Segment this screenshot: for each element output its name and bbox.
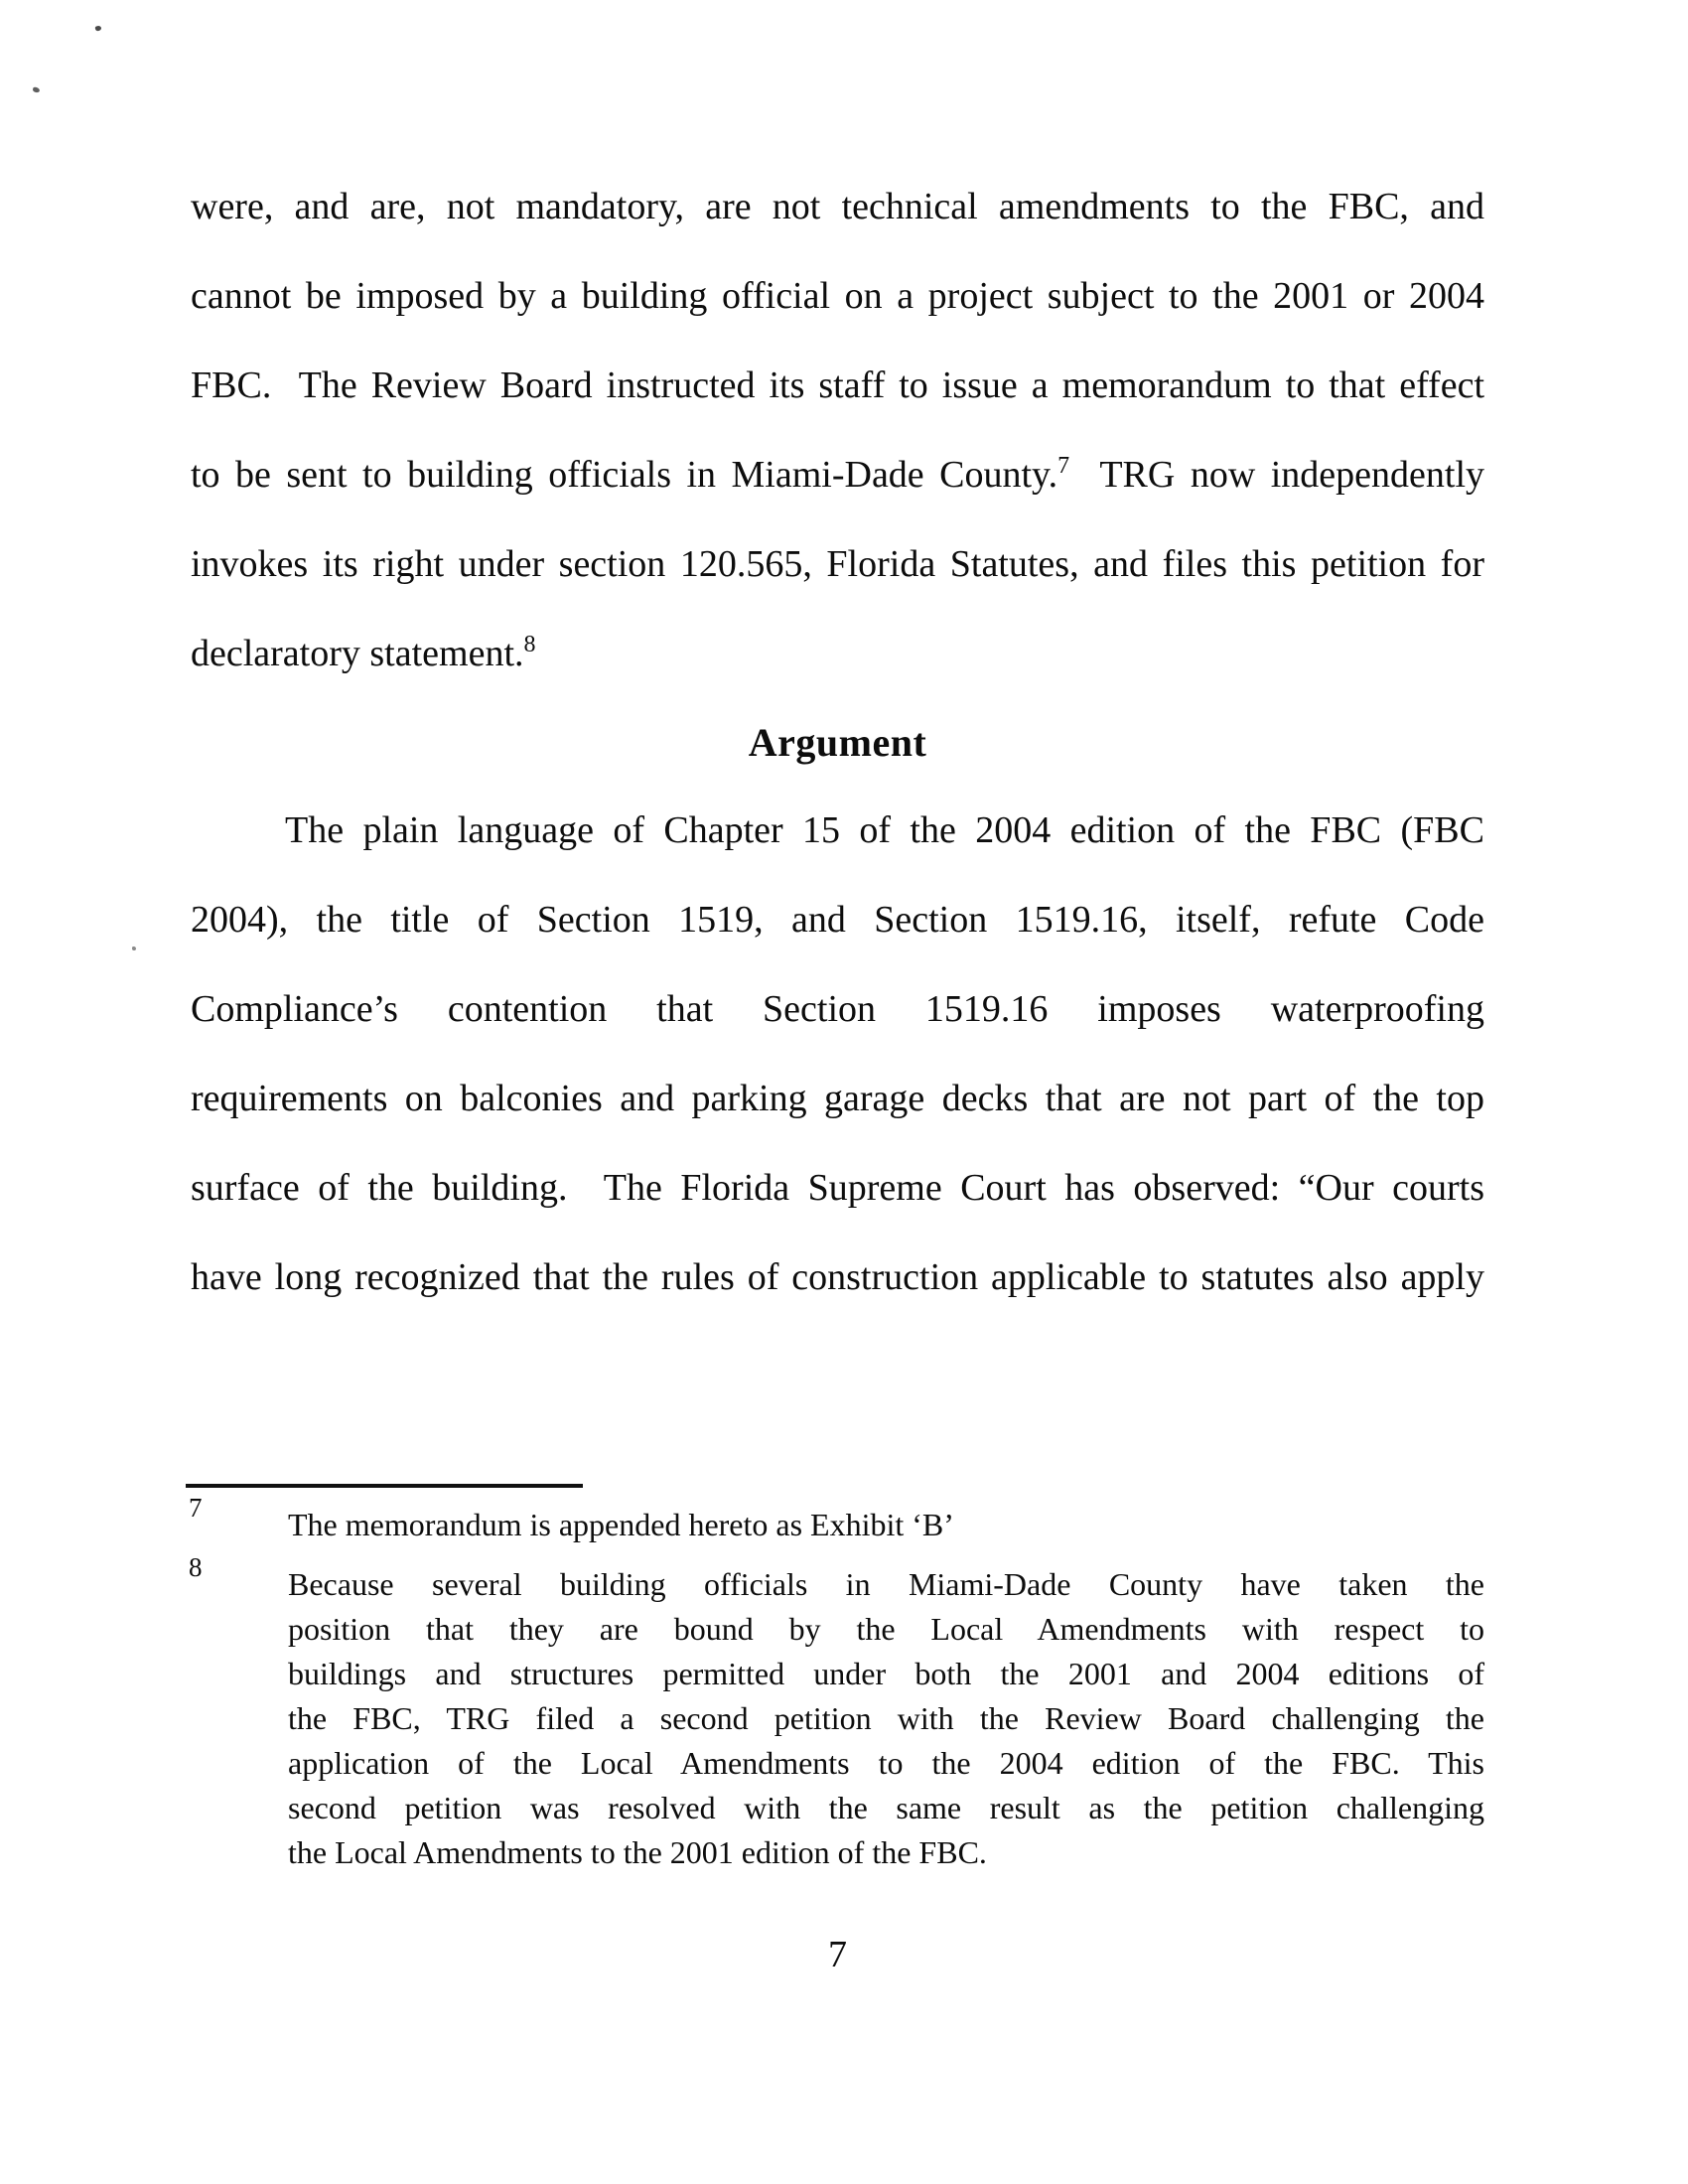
- text-line: Because several building officials in Miami-Dade County have taken the: [288, 1566, 1484, 1602]
- text-line: buildings and structures permitted under both the 2001 and 2004 editions of: [288, 1656, 1484, 1691]
- footnote-7-text: [288, 1503, 1484, 1547]
- body-text: [191, 162, 1484, 1322]
- text-line: the FBC, TRG filed a second petition with the Review Board challenging the: [288, 1700, 1484, 1736]
- text-line: invokes its right under section 120.565, Florida Statutes, and files this petition for: [191, 543, 1484, 585]
- text-line: The plain language of Chapter 15 of the 2004 edition of the FBC (FBC: [285, 809, 1484, 851]
- footnote-8: [189, 1552, 1484, 1875]
- footnote-7: [189, 1493, 1484, 1547]
- text-line: have long recognized that the rules of construction applicable to statutes also apply: [191, 1256, 1484, 1298]
- text-line: declaratory statement.$^8$: [191, 632, 536, 674]
- text-line: surface of the building. The Florida Supreme Court has observed: “Our courts: [191, 1167, 1484, 1209]
- text-line: the Local Amendments to the 2001 edition of the FBC.: [288, 1834, 987, 1870]
- scan-speck: [94, 25, 101, 32]
- text-line: The memorandum is appended hereto as Exhibit ‘B’: [288, 1507, 954, 1542]
- text-line: were, and are, not mandatory, are not technical amendments to the FBC, and: [191, 186, 1484, 227]
- scan-speck: [132, 946, 136, 950]
- text-line: FBC. The Review Board instructed its staff to issue a memorandum to that effect: [191, 364, 1484, 406]
- footnote-reference: 7: [1057, 453, 1070, 479]
- text-line: Compliance’s contention that Section 1519.16 imposes waterproofing: [191, 988, 1484, 1030]
- paragraph-2: [191, 786, 1484, 1322]
- text-line: to be sent to building officials in Miami-Dade County.$^7$ TRG now independently: [191, 453, 1484, 496]
- argument-heading: Argument: [748, 720, 927, 765]
- footnote-7-marker: 7: [189, 1493, 203, 1523]
- footnote-separator-rule: [186, 1484, 583, 1488]
- text-line: cannot be imposed by a building official on a project subject to the 2001 or 2004: [191, 275, 1484, 317]
- text-line: position that they are bound by the Local Amendments with respect to: [288, 1611, 1484, 1647]
- text-line: requirements on balconies and parking garage decks that are not part of the top: [191, 1078, 1484, 1119]
- scan-speck: [32, 86, 40, 93]
- paragraph-1: [191, 162, 1484, 698]
- text-line: 2004), the title of Section 1519, and Section 1519.16, itself, refute Code: [191, 899, 1484, 941]
- footnote-reference: 8: [523, 632, 536, 657]
- footnote-8-text: [288, 1562, 1484, 1875]
- page-number: 7: [828, 1934, 847, 1975]
- footnote-8-marker: 8: [189, 1552, 203, 1582]
- text-line: application of the Local Amendments to the 2004 edition of the FBC. This: [288, 1745, 1484, 1781]
- text-line: second petition was resolved with the same result as the petition challenging: [288, 1790, 1484, 1825]
